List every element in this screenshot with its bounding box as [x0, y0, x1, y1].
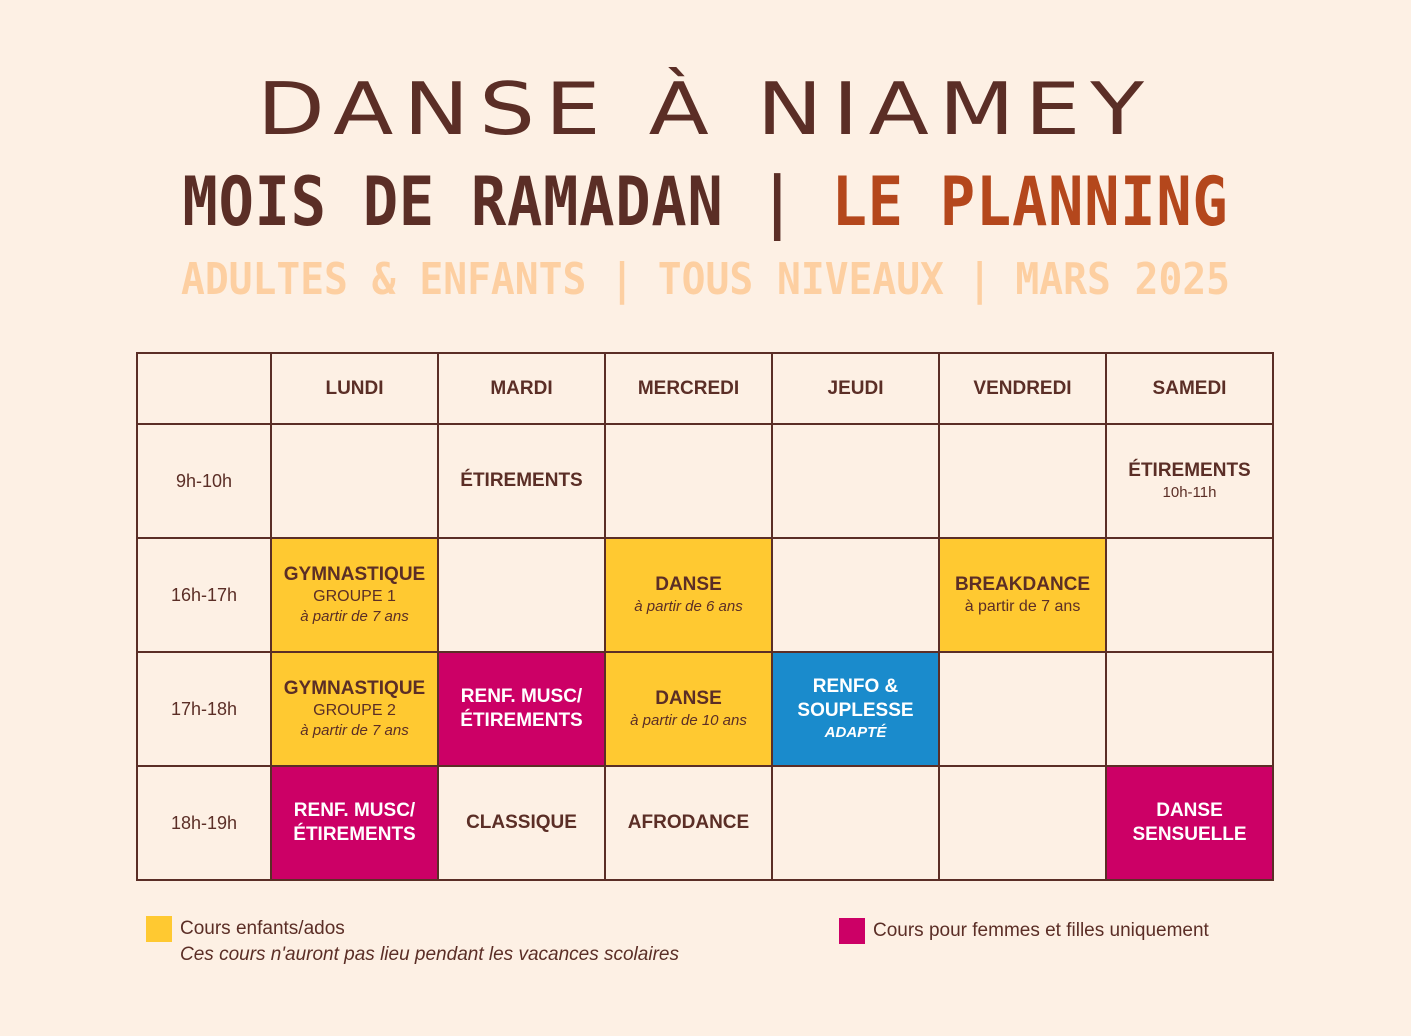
class-name-line1: RENF. MUSC/ — [293, 800, 416, 821]
empty-cell — [939, 424, 1106, 538]
class-name-line1: DANSE — [1156, 800, 1223, 821]
day-header-lundi: LUNDI — [271, 353, 438, 424]
page-subtitle — [99, 160, 1312, 246]
class-age: à partir de 6 ans — [634, 598, 743, 615]
class-group: GROUPE 1 — [313, 588, 396, 605]
class-name-line2: ÉTIREMENTS — [460, 710, 583, 731]
class-name: GYMNASTIQUE — [283, 678, 426, 699]
class-name: DANSE — [655, 574, 722, 595]
class-name: GYMNASTIQUE — [283, 564, 426, 585]
time-cell: 16h-17h — [137, 538, 271, 652]
empty-cell — [939, 766, 1106, 880]
class-name: CLASSIQUE — [466, 812, 577, 833]
class-name: ÉTIREMENTS — [1128, 460, 1251, 481]
empty-cell — [772, 766, 939, 880]
class-name-line1: RENFO & — [812, 676, 899, 697]
class-name: BREAKDANCE — [954, 574, 1091, 595]
class-cell — [605, 652, 772, 766]
day-header-mercredi: MERCREDI — [605, 353, 772, 424]
class-age: à partir de 7 ans — [964, 598, 1081, 615]
empty-cell — [1106, 652, 1273, 766]
schedule-table — [136, 352, 1274, 881]
subtitle-part2: LE PLANNING — [831, 163, 1229, 242]
class-name: ÉTIREMENTS — [460, 470, 583, 491]
class-name: AFRODANCE — [627, 812, 750, 833]
legend-kids-note: Ces cours n'auront pas lieu pendant les vacances scolaires — [180, 944, 679, 965]
day-header-mardi: MARDI — [438, 353, 605, 424]
day-header-samedi: SAMEDI — [1106, 353, 1273, 424]
class-cell — [605, 538, 772, 652]
class-name-line2: SOUPLESSE — [797, 700, 914, 721]
time-row — [137, 766, 1273, 880]
class-age: à partir de 7 ans — [300, 722, 409, 739]
class-cell — [271, 766, 438, 880]
legend-yellow-swatch — [146, 916, 172, 942]
class-time-note: 10h-11h — [1162, 484, 1217, 501]
class-name-line2: ÉTIREMENTS — [293, 824, 416, 845]
day-header-vendredi: VENDREDI — [939, 353, 1106, 424]
empty-cell — [939, 652, 1106, 766]
class-name-line1: RENF. MUSC/ — [460, 686, 583, 707]
class-age: à partir de 7 ans — [300, 608, 409, 625]
empty-cell — [1106, 538, 1273, 652]
class-cell — [438, 424, 605, 538]
time-cell: 9h-10h — [137, 424, 271, 538]
header-row — [137, 353, 1273, 424]
class-name: DANSE — [655, 688, 722, 709]
class-age: à partir de 10 ans — [630, 712, 747, 729]
class-cell — [438, 766, 605, 880]
time-row — [137, 652, 1273, 766]
class-cell — [1106, 766, 1273, 880]
class-cell — [271, 538, 438, 652]
legend-kids-label: Cours enfants/ados — [180, 918, 345, 939]
empty-cell — [605, 424, 772, 538]
corner-cell — [137, 353, 271, 424]
legend-women-label: Cours pour femmes et filles uniquement — [873, 920, 1209, 941]
class-cell — [939, 538, 1106, 652]
empty-cell — [772, 424, 939, 538]
time-cell: 17h-18h — [137, 652, 271, 766]
page-title: DANSE À NIAMEY — [256, 66, 1155, 152]
class-group: GROUPE 2 — [313, 702, 396, 719]
class-cell — [772, 652, 939, 766]
time-row — [137, 538, 1273, 652]
empty-cell — [772, 538, 939, 652]
class-cell — [1106, 424, 1273, 538]
legend-magenta-swatch — [839, 918, 865, 944]
empty-cell — [438, 538, 605, 652]
day-header-jeudi: JEUDI — [772, 353, 939, 424]
time-cell: 18h-19h — [137, 766, 271, 880]
class-cell — [271, 652, 438, 766]
page-tagline: ADULTES & ENFANTS | TOUS NIVEAUX | MARS 2025 — [180, 254, 1231, 305]
class-cell — [438, 652, 605, 766]
class-cell — [605, 766, 772, 880]
subtitle-part1: MOIS DE RAMADAN | — [182, 163, 832, 242]
class-name-line2: SENSUELLE — [1132, 824, 1247, 845]
empty-cell — [271, 424, 438, 538]
class-note: ADAPTÉ — [824, 724, 887, 741]
time-row — [137, 424, 1273, 538]
